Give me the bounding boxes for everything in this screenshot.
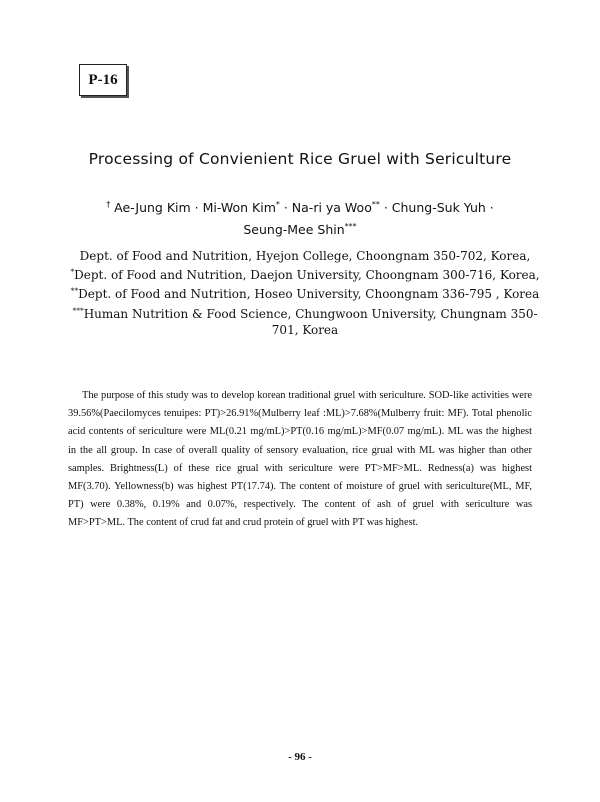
affiliations <box>70 248 540 338</box>
author-names-2: · Na-ri ya Woo <box>279 200 372 215</box>
affiliation-4-mark: *** <box>72 305 84 315</box>
authors-line-1 <box>0 200 600 215</box>
affil-mark-2: ** <box>371 200 380 209</box>
author-name-last: Seung-Mee Shin <box>243 222 345 237</box>
affiliation-4-text: Human Nutrition & Food Science, Chungwoon University, Chungnam 350-701, Korea <box>83 306 538 337</box>
abstract-text: The purpose of this study was to develop korean traditional gruel with sericulture. SOD-like activities were 39.56%(Paecilomyces tenuipes: PT)>26.91%(Mulberry leaf :ML)>7.68%(Mulberry fruit: MF). Total phenolic acid contents of sericulture were ML(0.21 mg/mL)>PT(0.16 mg/mL)>MF(0.07 mg/mL). ML was the highest in the all group. In case of overall quality of sensory evaluation, rice grual with ML was higher than other samples. Brightness(L) of these rice grual with sericulture were PT>MF>ML. Redness(a) was highest MF(3.70). Yellowness(b) was highest PT(17.74). The content of moisture of gruel with sericulture(ML, MF, PT) were 0.38%, 0.19% and 0.07%, respectively. The content of ash of gruel with sericulture was MF>PT>ML. The content of crud fat and crud protein of gruel with PT was highest. <box>68 390 532 529</box>
affiliation-1 <box>70 248 540 264</box>
author-names-1: Ae-Jung Kim · Mi-Won Kim <box>110 200 276 215</box>
affiliation-1-text: Dept. of Food and Nutrition, Hyejon College, Choongnam 350-702, Korea, <box>79 249 531 263</box>
poster-code: P-16 <box>88 71 118 88</box>
affiliation-2 <box>70 264 540 283</box>
authors-line-2 <box>0 222 600 237</box>
poster-code-box <box>79 64 127 96</box>
page-number: - 96 - <box>288 751 312 763</box>
affiliation-2-text: Dept. of Food and Nutrition, Daejon University, Choongnam 300-716, Korea, <box>74 268 540 283</box>
affil-mark-3: *** <box>344 222 357 231</box>
affil-mark-1: * <box>275 200 280 209</box>
affiliation-3-text: Dept. of Food and Nutrition, Hoseo University, Choongnam 336-795 , Korea <box>78 287 540 302</box>
affiliation-4 <box>70 303 540 338</box>
affiliation-3-mark: ** <box>70 286 79 296</box>
affiliation-3 <box>70 283 540 302</box>
corresponding-mark: † <box>106 200 111 209</box>
paper-title: Processing of Convienient Rice Gruel with Sericulture <box>88 150 512 168</box>
affiliation-2-mark: * <box>70 267 75 277</box>
author-names-3: · Chung-Suk Yuh · <box>379 200 494 215</box>
